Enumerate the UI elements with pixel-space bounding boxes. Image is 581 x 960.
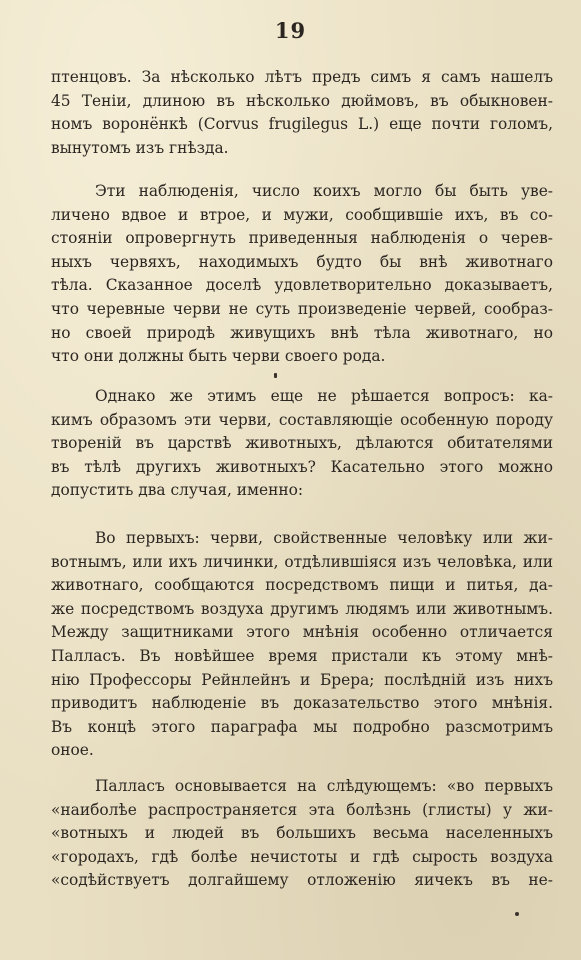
text-line: приводитъ наблюденіе въ доказательство этого мнѣнія. bbox=[51, 694, 553, 713]
text-line: нію Профессоры Рейнлейнъ и Брера; послѣдній изъ нихъ bbox=[51, 670, 553, 689]
text-line: 45 Теніи, длиною въ нѣсколько дюймовъ, въ обыкновен- bbox=[51, 91, 553, 110]
text-line: допустить два случая, именно: bbox=[51, 481, 304, 500]
text-line: твореній въ царствѣ животныхъ, дѣлаются обитателями bbox=[51, 434, 553, 453]
text-line: «содѣйствуетъ долгайшему отложенію яичекъ въ не- bbox=[51, 871, 553, 890]
print-mark bbox=[515, 912, 519, 916]
paragraph-5 bbox=[51, 775, 553, 893]
text-line: въ тѣлѣ другихъ животныхъ? Касательно этого можно bbox=[51, 457, 553, 476]
text-line: ныхъ червяхъ, находимыхъ будто бы внѣ животнаго bbox=[51, 252, 553, 271]
text-line: Между защитниками этого мнѣнія особенно отличается bbox=[51, 623, 553, 642]
text-line: птенцовъ. За нѣсколько лѣтъ предъ симъ я самъ нашелъ bbox=[51, 68, 553, 86]
text-line: личено вдвое и втрое, и мужи, сообщившіе ихъ, въ со- bbox=[51, 205, 553, 224]
text-line: же посредствомъ воздуха другимъ людямъ или животнымъ. bbox=[51, 599, 553, 618]
text-line: что черевные черви не суть произведеніе червей, сообраз- bbox=[51, 299, 553, 318]
text-line: что они должны быть черви своего рода. bbox=[51, 347, 386, 366]
text-line: но своей природѣ живущихъ внѣ тѣла животнаго, но bbox=[51, 323, 553, 342]
paragraph-2 bbox=[51, 180, 553, 369]
text-line: Палласъ. Въ новѣйшее время пристали къ этому мнѣ- bbox=[51, 646, 553, 665]
text-line: «вотныхъ и людей въ большихъ весьма населенныхъ bbox=[51, 824, 553, 843]
paragraph-3 bbox=[51, 385, 553, 503]
text-line: номъ воронёнкѣ (Corvus frugilegus L.) еще почти голомъ, bbox=[51, 115, 553, 134]
text-line: Эти наблюденія, число коихъ могло бы быть уве- bbox=[95, 182, 553, 200]
text-line: Въ концѣ этого параграфа мы подробно разсмотримъ bbox=[51, 717, 553, 736]
text-line: Однако же этимъ еще не рѣшается вопросъ: ка- bbox=[95, 387, 553, 405]
text-line: «городахъ, гдѣ болѣе нечистоты и гдѣ сырость воздуха bbox=[51, 847, 553, 866]
text-line: стояніи опровергнуть приведенныя наблюденія о черев- bbox=[51, 229, 553, 248]
text-line: животнаго, сообщаются посредствомъ пищи и питья, да- bbox=[51, 576, 553, 595]
text-line: вотнымъ, или ихъ личинки, отдѣлившіяся изъ человѣка, или bbox=[51, 552, 553, 571]
print-mark bbox=[274, 373, 277, 378]
text-line: тѣла. Сказанное доселѣ удовлетворительно доказываетъ, bbox=[51, 276, 553, 295]
text-line: вынутомъ изъ гнѣзда. bbox=[51, 138, 229, 157]
paragraph-1 bbox=[51, 66, 553, 160]
text-line: Во первыхъ: черви, свойственные человѣку или жи- bbox=[95, 529, 553, 547]
text-line: Палласъ основывается на слѣдующемъ: «во первыхъ bbox=[95, 777, 553, 795]
paragraph-4 bbox=[51, 527, 553, 763]
text-line: оное. bbox=[51, 741, 94, 760]
text-line: «наиболѣе распространяется эта болѣзнь (глисты) у жи- bbox=[51, 800, 553, 819]
page-number: 19 bbox=[274, 18, 307, 43]
text-line: кимъ образомъ эти черви, составляющіе особенную породу bbox=[51, 410, 553, 429]
